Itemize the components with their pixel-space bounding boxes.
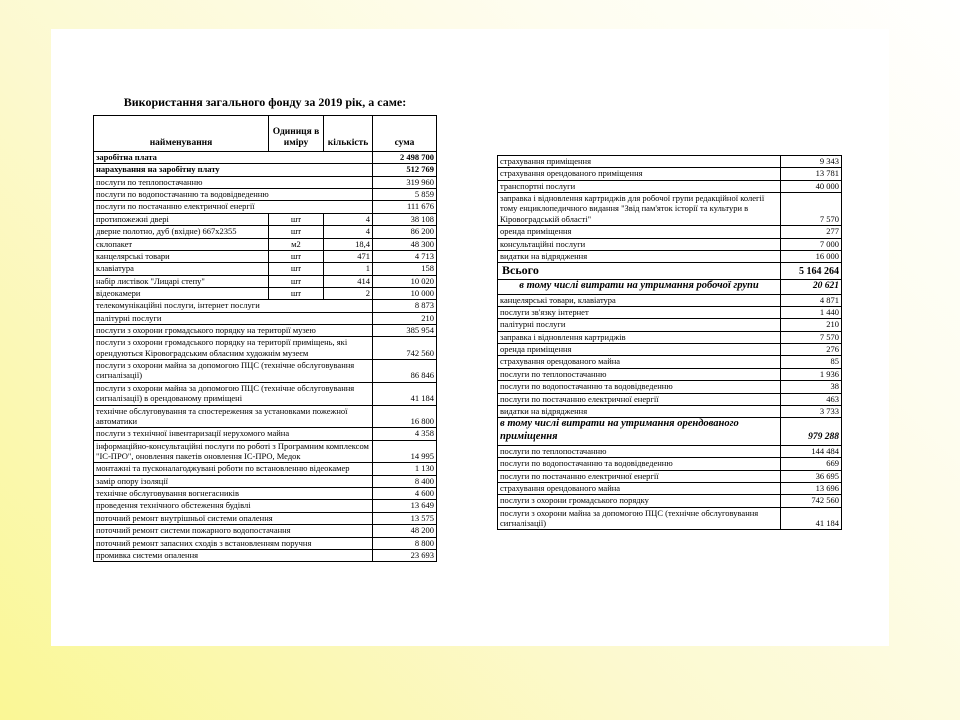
sum-cell: 86 200 [373, 226, 437, 238]
table-row [498, 356, 842, 368]
sum-cell: 385 954 [373, 325, 437, 337]
item-name-cell: технічне обслуговування та спостереження за установками пожежної автоматики [94, 405, 373, 428]
item-name-cell: набір листівок "Лицарі степу" [94, 275, 269, 287]
unit-cell: шт [269, 213, 324, 225]
left-table [93, 115, 437, 562]
sum-cell: 979 288 [781, 418, 842, 446]
sum-cell: 41 184 [781, 507, 842, 530]
item-name-cell: страхування орендованого майна [498, 356, 781, 368]
item-name-cell: замір опору ізоляції [94, 475, 373, 487]
item-name-cell: транспортні послуги [498, 180, 781, 192]
item-name-cell: в тому числі витрати на утримання орендованого приміщення [498, 418, 781, 446]
item-name-cell: консультаційні послуги [498, 238, 781, 250]
item-name-cell: монтажні та пусконалагоджувані роботи по встановленню відеокамер [94, 463, 373, 475]
table-row [94, 312, 437, 324]
sum-cell: 13 696 [781, 482, 842, 494]
column-header-sum: сума [373, 116, 437, 152]
item-name-cell: клавіатура [94, 263, 269, 275]
item-name-cell: страхування приміщення [498, 156, 781, 168]
unit-cell: м2 [269, 238, 324, 250]
table-row [94, 549, 437, 561]
sum-cell: 210 [781, 319, 842, 331]
unit-cell: шт [269, 275, 324, 287]
sum-cell: 36 695 [781, 470, 842, 482]
item-name-cell: заправка і відновлення картриджів [498, 331, 781, 343]
item-name-cell: послуги по постачанню електричної енергії [498, 393, 781, 405]
table-row [94, 176, 437, 188]
item-name-cell: послуги з охорони громадського порядку [498, 495, 781, 507]
sum-cell: 5 164 264 [781, 263, 842, 280]
table-row [498, 458, 842, 470]
sum-cell: 319 960 [373, 176, 437, 188]
item-name-cell: протипожежні двері [94, 213, 269, 225]
table-row [498, 156, 842, 168]
item-name-cell: послуги по теплопостачанню [498, 445, 781, 457]
table-row [94, 263, 437, 275]
sum-cell: 86 846 [373, 360, 437, 383]
item-name-cell: видатки на відрядження [498, 405, 781, 417]
unit-cell: шт [269, 287, 324, 299]
item-name-cell: поточний ремонт внутрішньої системи опалення [94, 512, 373, 524]
sum-cell: 16 800 [373, 405, 437, 428]
item-name-cell: послуги по теплопостачанню [94, 176, 373, 188]
item-name-cell: поточний ремонт запасних сходів з встановленням поручня [94, 537, 373, 549]
quantity-cell: 1 [324, 263, 373, 275]
sum-cell: 23 693 [373, 549, 437, 561]
unit-cell: шт [269, 263, 324, 275]
table-row [498, 418, 842, 446]
table-row [94, 201, 437, 213]
column-header-unit: Одиниця виміру [269, 116, 324, 152]
sum-cell: 512 769 [373, 164, 437, 176]
item-name-cell: оренда приміщення [498, 226, 781, 238]
table-row [498, 226, 842, 238]
item-name-cell: послуги по водопостачанню та водовідведенню [94, 189, 373, 201]
table-row [94, 405, 437, 428]
sum-cell: 14 995 [373, 440, 437, 463]
column-header-quantity: кількість [324, 116, 373, 152]
table-row [94, 382, 437, 405]
item-name-cell: заробітна плата [94, 152, 373, 164]
item-name-cell: послуги з охорони майна за допомогою ПЦС (технічне обслуговування сигналізації) в орендованому приміщені [94, 382, 373, 405]
item-name-cell: заправка і відновлення картриджів для робочої групи редакційної колегії тому енциклопедичного видання "Звід пам'яток історії та культури в Кіровоградській області" [498, 193, 781, 226]
unit-cell: шт [269, 226, 324, 238]
sum-cell: 48 200 [373, 525, 437, 537]
table-row [94, 189, 437, 201]
sum-cell: 4 600 [373, 488, 437, 500]
sum-cell: 4 871 [781, 294, 842, 306]
table-row [498, 263, 842, 280]
table-row [94, 287, 437, 299]
item-name-cell: канцелярські товари, клавіатура [498, 294, 781, 306]
table-row [94, 440, 437, 463]
sum-cell: 1 130 [373, 463, 437, 475]
table-row [94, 226, 437, 238]
table-row [94, 475, 437, 487]
item-name-cell: послуги по теплопостачанню [498, 368, 781, 380]
quantity-cell: 2 [324, 287, 373, 299]
table-row [498, 470, 842, 482]
quantity-cell: 18,4 [324, 238, 373, 250]
sum-cell: 277 [781, 226, 842, 238]
sum-cell: 13 649 [373, 500, 437, 512]
table-row [94, 337, 437, 360]
table-row [94, 238, 437, 250]
sum-cell: 85 [781, 356, 842, 368]
table-row [498, 445, 842, 457]
sum-cell: 38 108 [373, 213, 437, 225]
sum-cell: 1 936 [781, 368, 842, 380]
table-row [498, 344, 842, 356]
sum-cell: 742 560 [373, 337, 437, 360]
item-name-cell: послуги з охорони майна за допомогою ПЦС (технічне обслуговування сигналізації) [498, 507, 781, 530]
sum-cell: 10 020 [373, 275, 437, 287]
item-name-cell: послуги по постачанню електричної енергії [94, 201, 373, 213]
table-row [94, 463, 437, 475]
quantity-cell: 4 [324, 226, 373, 238]
table-row [94, 525, 437, 537]
item-name-cell: дверне полотно, дуб (вхідне) 667х2355 [94, 226, 269, 238]
sum-cell: 13 575 [373, 512, 437, 524]
item-name-cell: інформаційно-консультаційні послуги по роботі з Програмним комплексом "ІС-ПРО", оновлення пакетів оновлення ІС-ПРО, Медок [94, 440, 373, 463]
table-row [94, 300, 437, 312]
column-header-name: найменування [94, 116, 269, 152]
document-page [51, 29, 889, 646]
item-name-cell: послуги по водопостачанню та водовідведенню [498, 458, 781, 470]
table-row [94, 250, 437, 262]
table-row [94, 275, 437, 287]
item-name-cell: послуги з охорони майна за допомогою ПЦС (технічне обслуговування сигналізації) [94, 360, 373, 383]
sum-cell: 9 343 [781, 156, 842, 168]
table-row [498, 393, 842, 405]
sum-cell: 669 [781, 458, 842, 470]
table-header-row [94, 116, 437, 152]
table-row [94, 537, 437, 549]
table-row [498, 507, 842, 530]
table-row [94, 325, 437, 337]
sum-cell: 41 184 [373, 382, 437, 405]
item-name-cell: послуги з охорони громадського порядку на території приміщень, які орендуються Кіровоградським обласним художнім музеєм [94, 337, 373, 360]
table-row [94, 360, 437, 383]
table-row [498, 193, 842, 226]
item-name-cell: послуги з технічної інвентаризації нерухомого майна [94, 428, 373, 440]
sum-cell: 3 733 [781, 405, 842, 417]
item-name-cell: поточний ремонт системи пожарного водопостачання [94, 525, 373, 537]
item-name-cell: технічне обслуговування вогнегасників [94, 488, 373, 500]
sum-cell: 8 800 [373, 537, 437, 549]
sum-cell: 16 000 [781, 250, 842, 262]
table-row [498, 180, 842, 192]
sum-cell: 111 676 [373, 201, 437, 213]
sum-cell: 5 859 [373, 189, 437, 201]
item-name-cell: страхування орендованого майна [498, 482, 781, 494]
table-row [94, 500, 437, 512]
quantity-cell: 414 [324, 275, 373, 287]
sum-cell: 40 000 [781, 180, 842, 192]
sum-cell: 4 358 [373, 428, 437, 440]
item-name-cell: канцелярські товари [94, 250, 269, 262]
item-name-cell: видатки на відрядження [498, 250, 781, 262]
table-row [498, 279, 842, 294]
sum-cell: 4 713 [373, 250, 437, 262]
document-title: Використання загального фонду за 2019 рік, а саме: [123, 95, 407, 109]
sum-cell: 7 000 [781, 238, 842, 250]
sum-cell: 276 [781, 344, 842, 356]
sum-cell: 210 [373, 312, 437, 324]
quantity-cell: 4 [324, 213, 373, 225]
table-row [498, 482, 842, 494]
item-name-cell: проведення технічного обстеження будівлі [94, 500, 373, 512]
table-row [498, 381, 842, 393]
quantity-cell: 471 [324, 250, 373, 262]
sum-cell: 144 484 [781, 445, 842, 457]
item-name-cell: послуги зв'язку інтернет [498, 307, 781, 319]
sum-cell: 742 560 [781, 495, 842, 507]
sum-cell: 2 498 700 [373, 152, 437, 164]
sum-cell: 7 570 [781, 193, 842, 226]
sum-cell: 1 440 [781, 307, 842, 319]
table-row [94, 488, 437, 500]
item-name-cell: послуги з охорони громадського порядку на території музею [94, 325, 373, 337]
sum-cell: 48 300 [373, 238, 437, 250]
sum-cell: 8 400 [373, 475, 437, 487]
table-row [94, 512, 437, 524]
item-name-cell: відеокамери [94, 287, 269, 299]
sum-cell: 13 781 [781, 168, 842, 180]
table-row [94, 213, 437, 225]
item-name-cell: послуги по водопостачанню та водовідведенню [498, 381, 781, 393]
sum-cell: 10 000 [373, 287, 437, 299]
table-row [498, 319, 842, 331]
right-table [497, 155, 842, 530]
item-name-cell: в тому числі витрати на утримання робочої групи [498, 279, 781, 294]
table-row [498, 331, 842, 343]
table-row [94, 152, 437, 164]
table-row [498, 405, 842, 417]
table-row [498, 238, 842, 250]
table-row [498, 495, 842, 507]
item-name-cell: страхування орендованого приміщення [498, 168, 781, 180]
item-name-cell: нарахування на заробітну плату [94, 164, 373, 176]
item-name-cell: палітурні послуги [498, 319, 781, 331]
unit-cell: шт [269, 250, 324, 262]
table-row [498, 168, 842, 180]
item-name-cell: склопакет [94, 238, 269, 250]
item-name-cell: Всього [498, 263, 781, 280]
item-name-cell: промивка системи опалення [94, 549, 373, 561]
table-row [498, 250, 842, 262]
table-row [498, 294, 842, 306]
sum-cell: 20 621 [781, 279, 842, 294]
table-row [94, 164, 437, 176]
table-row [498, 307, 842, 319]
sum-cell: 8 873 [373, 300, 437, 312]
sum-cell: 463 [781, 393, 842, 405]
sum-cell: 38 [781, 381, 842, 393]
table-row [94, 428, 437, 440]
item-name-cell: палітурні послуги [94, 312, 373, 324]
sum-cell: 158 [373, 263, 437, 275]
item-name-cell: послуги по постачанню електричної енергії [498, 470, 781, 482]
item-name-cell: телекомунікаційні послуги, інтернет послуги [94, 300, 373, 312]
table-row [498, 368, 842, 380]
sum-cell: 7 570 [781, 331, 842, 343]
item-name-cell: оренда приміщення [498, 344, 781, 356]
